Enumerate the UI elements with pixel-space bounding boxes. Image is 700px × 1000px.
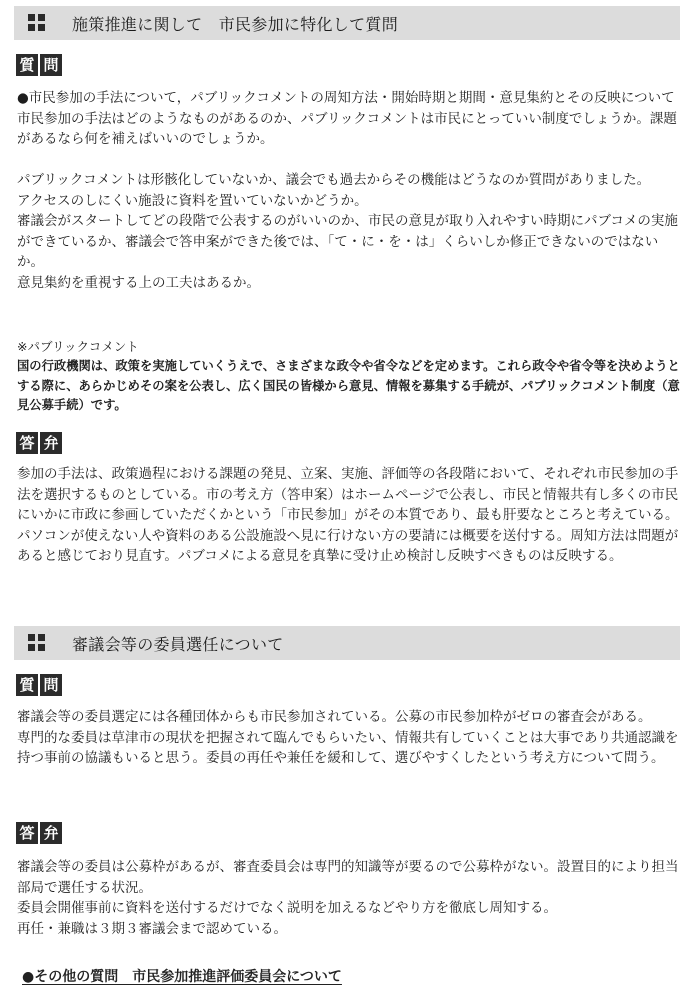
answer-badge — [16, 822, 62, 844]
badge-char: 弁 — [40, 822, 62, 844]
other-question-heading: ●その他の質問 市民参加推進評価委員会について — [22, 969, 342, 985]
section-title: 施策推進に関して 市民参加に特化して質問 — [72, 14, 399, 34]
paragraph: アクセスのしにくい施設に資料を置いていないかどうか。 — [17, 192, 368, 209]
badge-char: 答 — [16, 822, 38, 844]
badge-char: 問 — [40, 54, 62, 76]
grid-icon — [28, 634, 46, 652]
section-header-policy — [14, 6, 680, 40]
paragraph: 専門的な委員は草津市の現状を把握されて臨んでもらいたい、情報共有していくことは大事であり共通認識を持つ事前の協議もいると思う。委員の再任や兼任を緩和して、選びやすくしたという考え方について問う。 — [17, 729, 679, 766]
grid-icon — [28, 14, 46, 32]
badge-char: 質 — [16, 674, 38, 696]
question-badge — [16, 674, 62, 696]
paragraph: 審議会等の委員選定には各種団体からも市民参加されている。公募の市民参加枠がゼロの審査会がある。 — [17, 709, 652, 725]
question-badge — [16, 54, 62, 76]
paragraph: 審議会等の委員は公募枠があるが、審査委員会は専門的知識等が要るので公募枠がない。設置目的により担当部局で選任する状況。 — [17, 859, 679, 896]
question-text — [17, 707, 681, 769]
paragraph: 審議会がスタートしてどの段階で公表するのがいいのか、市民の意見が取り入れやすい時期にパブコメの実施ができているか、審議会で答申案ができた後では、「て・に・を・は」くらいしか修正できないのではないか。 — [17, 213, 678, 270]
answer-text — [17, 857, 681, 939]
paragraph: 委員会開催事前に資料を送付するだけでなく説明を加えるなどやり方を徹底し周知する。 — [17, 900, 557, 916]
badge-char: 答 — [16, 432, 38, 454]
paragraph: 再任・兼職は３期３審議会まで認めている。 — [17, 920, 287, 937]
paragraph: 意見集約を重視する上の工夫はあるか。 — [17, 274, 260, 291]
note-title: ※パブリックコメント — [17, 339, 139, 354]
answer-text — [17, 464, 681, 567]
question-topic: ●市民参加の手法について，パブリックコメントの周知方法・開始時期と期間・意見集約とその反映について — [17, 90, 675, 106]
section-header-committee — [14, 626, 680, 660]
question-text — [17, 88, 681, 293]
answer-badge — [16, 432, 62, 454]
paragraph: パソコンが使えない人や資料のある公設施設へ見に行けない方の要請には概要を送付する。周知方法は問題があると感じており見直す。パブコメによる意見を真摯に受け止め検討し反映すべきものは反映する。 — [17, 527, 679, 564]
paragraph: パブリックコメントは形骸化していないか、議会でも過去からその機能はどうなのか質問がありました。 — [17, 172, 651, 188]
paragraph: 参加の手法は、政策過程における課題の発見、立案、実施、評価等の各段階において、それぞれ市民参加の手法を選択するものとしている。市の考え方（答申案）はホームページで公表し、市民と情報共有し多くの市民にいかに市政に参画していただくかという「市民参加」がその本質であり、最も肝要なところと考えている。 — [17, 466, 679, 523]
section-title: 審議会等の委員選任について — [72, 634, 284, 654]
badge-char: 質 — [16, 54, 38, 76]
paragraph: 市民参加の手法はどのようなものがあるのか、パブリックコメントは市民にとっていい制度でしょうか。課題があるなら何を補えばいいのでしょうか。 — [17, 110, 677, 147]
badge-char: 弁 — [40, 432, 62, 454]
note-body: 国の行政機関は、政策を実施していくうえで、さまざまな政令や省令などを定めます。これら政令や省令等を決めようとする際に、あらかじめその案を公表し、広く国民の皆様から意見、情報を募集する手続が、パブリックコメント制度（意見公募手続）です。 — [17, 358, 680, 412]
note-block — [17, 338, 681, 415]
badge-char: 問 — [40, 674, 62, 696]
